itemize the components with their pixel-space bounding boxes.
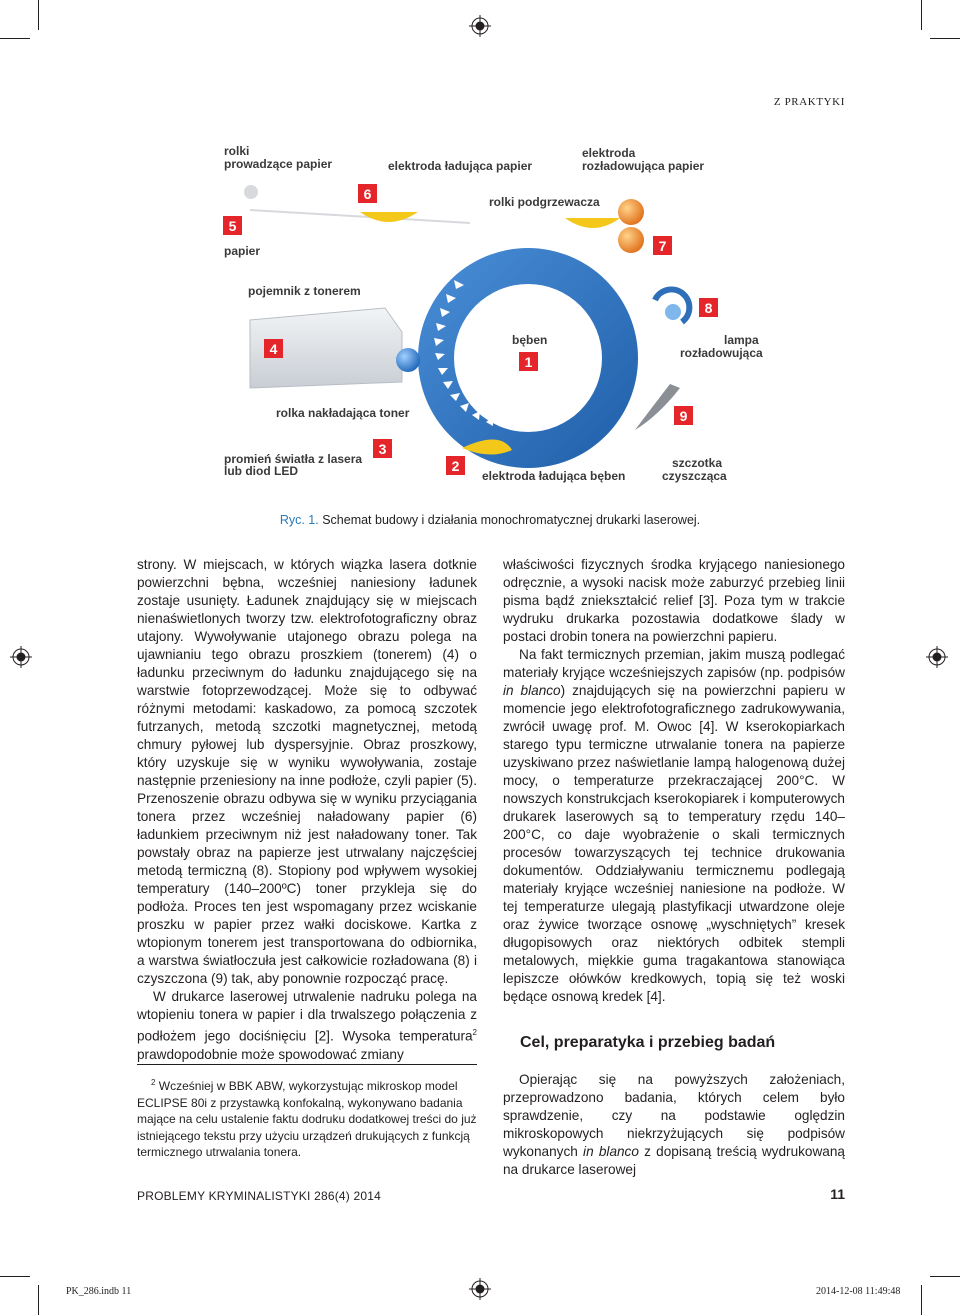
toner-roller xyxy=(396,348,420,372)
crop-mark xyxy=(930,1276,960,1277)
label-electrode-disch-1: elektroda xyxy=(582,146,636,160)
label-brush-1: szczotka xyxy=(672,456,723,470)
paper-path xyxy=(250,210,470,223)
badge-1 xyxy=(519,352,538,371)
crop-mark xyxy=(0,1276,30,1277)
registration-mark-icon xyxy=(469,15,491,37)
label-rolki-2: prowadzące papier xyxy=(224,157,333,171)
caption-label: Ryc. 1. xyxy=(279,513,319,527)
label-drum: bęben xyxy=(512,333,548,347)
heater-roller xyxy=(618,199,644,225)
badge-9 xyxy=(674,406,693,425)
registration-mark-icon xyxy=(469,1278,491,1300)
page-number: 11 xyxy=(830,1186,845,1202)
column-right-lower xyxy=(503,1071,845,1179)
paragraph: Opierając się na powyższych założeniach, przeprowadzono badania, których celem było sprawdzenie, czy na podstawie oględzin mikroskopowych niekrzyżujących się podpisów wykonanych in blanco z dopisaną treścią wydrukowaną na drukarce laserowej xyxy=(503,1072,845,1177)
label-brush-2: czyszcząca xyxy=(662,469,727,483)
registration-mark-icon xyxy=(926,646,948,668)
svg-text:2: 2 xyxy=(451,458,460,474)
column-right xyxy=(503,556,845,1006)
label-lamp-1: lampa xyxy=(724,333,759,347)
badge-4 xyxy=(264,339,283,358)
svg-text:9: 9 xyxy=(679,408,688,424)
crop-mark xyxy=(38,0,39,30)
label-heater: rolki podgrzewacza xyxy=(489,195,600,209)
label-laser-2: lub diod LED xyxy=(224,464,298,478)
crop-mark xyxy=(930,38,960,39)
svg-text:3: 3 xyxy=(378,441,387,457)
badge-7 xyxy=(653,236,672,255)
crop-mark xyxy=(921,1285,922,1315)
badge-2 xyxy=(446,456,465,475)
svg-text:1: 1 xyxy=(524,354,533,370)
svg-text:5: 5 xyxy=(228,218,237,234)
label-electrode-disch-2: rozładowująca papier xyxy=(582,159,705,173)
paper-electrode xyxy=(360,212,418,222)
crop-mark xyxy=(0,38,30,39)
section-heading: Cel, preparatyka i przebieg badań xyxy=(520,1034,776,1051)
slug-date: 2014-12-08 11:49:48 xyxy=(816,1286,901,1297)
registration-mark-icon xyxy=(10,646,32,668)
label-rolki: rolki xyxy=(224,144,250,158)
column-left xyxy=(137,556,477,1064)
badge-6 xyxy=(358,184,377,203)
label-electrode-paper: elektroda ładująca papier xyxy=(388,159,533,173)
slug-file: PK_286.indb 11 xyxy=(66,1286,132,1297)
paragraph: strony. W miejscach, w których wiązka lasera dotknie powierzchni bębna, wcześniej naniesiony ładunek zostaje usunięty. Ładunek znajdujący się w miejscach nienaświetlonych tworzy tzw. elektrofotograficzny obraz utajony. Wywoływanie utajonego obrazu polega na ujawnianiu tego obrazu proszkiem (tonerem) (4) o ładunku przeciwnym do ładunku znajdującego się na warstwie fotoprzewodzącej. Może się to odbywać różnymi metodami: kaskadowo, za pomocą szczotek futrzanych, metodą szczotki magnetycznej, metodą chmury pyłowej lub dyspersyjnie. Obraz proszkowy, który uzyskuje się w wyniku wywoływania, zostaje następnie przeniesiony na inne podłoże, czyli papier (5). Przenoszenie obrazu odbywa się w wyniku przyciągania tonera przez wcześniej naładowany papier (6) ładunkiem przeciwnym niż jest naładowany toner. Tak powstały obraz na papierze jest utrwalany najczęściej metodą termiczną (8). Stopiony pod wpływem wysokiej temperatury (140–200ºC) toner przykleja się do podłoża. Proces ten jest wspomagany przez wciskanie proszku w papier przez wałki dociskowe. Kartka z wtopionym tonerem jest transportowana do odbiornika, a warstwa światłoczuła jest całkowicie rozładowana (8) i czyszczona (9) tak, aby ponownie rozpocząć pracę. xyxy=(137,557,477,986)
footnote-rule xyxy=(137,1064,477,1065)
section-header: Z PRAKTYKI xyxy=(773,96,845,108)
guide-roller xyxy=(244,185,258,199)
badge-5 xyxy=(223,216,242,235)
paragraph: W drukarce laserowej utrwalenie nadruku polega na wtopieniu tonera w papier i dla trwalszego połączenia z podłożem jego dociśnięciu [2]. Wysoka temperatura$^2$ prawdopodobnie może spowodować zmiany xyxy=(137,989,477,1062)
paragraph: właściwości fizycznych środka kryjącego naniesionego odręcznie, a wysoki nacisk może zaburzyć przebieg linii pisma bądź zniekształcić relief [3]. Poza tym w trakcie wydruku drukarka pozostawia dodatkowe ślady w postaci drobin tonera na powierzchni papieru. xyxy=(503,557,845,644)
badge-8 xyxy=(699,298,718,317)
label-paper: papier xyxy=(224,244,261,258)
label-electrode-drum: elektroda ładująca bęben xyxy=(482,469,626,483)
svg-text:4: 4 xyxy=(269,341,278,357)
figure-caption xyxy=(260,513,720,527)
footnote: $^2$ Wcześniej w BBK ABW, wykorzystując mikroskop model ECLIPSE 80i z przystawką konfokalną, wykonywano badania mające na celu ustalenie faktu dodruku dodatkowej treści do już istniejącego tekstu przy użyciu urządzeń drukujących z funkcją termicznego utrwalania tonera. xyxy=(137,1078,477,1159)
svg-text:8: 8 xyxy=(704,300,713,316)
caption-text: Schemat budowy i działania monochromatycznej drukarki laserowej. xyxy=(322,513,701,527)
journal-footer: PROBLEMY KRYMINALISTYKI 286(4) 2014 xyxy=(137,1189,381,1203)
label-toner-box: pojemnik z tonerem xyxy=(248,284,361,298)
discharge-electrode xyxy=(565,218,620,228)
heater-roller xyxy=(618,227,644,253)
crop-mark xyxy=(921,0,922,30)
label-laser-1: promień światła z lasera xyxy=(224,452,363,466)
laser-printer-diagram xyxy=(210,130,770,500)
label-roller: rolka nakładająca toner xyxy=(276,406,410,420)
svg-text:7: 7 xyxy=(658,238,667,254)
cleaning-brush xyxy=(635,384,680,430)
badge-3 xyxy=(373,439,392,458)
paragraph: Na fakt termicznych przemian, jakim muszą podlegać materiały kryjące wcześniejszych zapisów (np. podpisów in blanco) znajdujących się na powierzchni papieru w momencie jego elektrofotograficznego zadrukowywania, zwrócił uwagę prof. M. Owoc [4]. W kserokopiarkach starego typu termiczne utrwalanie tonera na papierze uzyskiwano przez naświetlanie lampą halogenową dużej mocy, o temperaturze przekraczającej 200°C. W nowszych konstrukcjach kserokopiarek i komputerowych drukarek laserowych są to temperatury rzędu 140–200°C, co daje wyobrażenie o skali termicznych procesów towarzyszących tej technice drukowania dokumentów. Oddziaływaniu termicznemu podlegają materiały kryjące wcześniej naniesione na podłoże. W tej temperaturze ulegają plastyfikacji utwardzone oleje oraz żywice tworzące osnowę „wyschniętych” kresek długopisowych oraz niektórych odbitek stempli metalowych, miękkie guma tragakantowa stanowiąca lepiszcze ołówków kredkowych, topią się też woski będące osnową kredek [4]. xyxy=(503,647,845,1004)
label-lamp-2: rozładowująca xyxy=(680,346,763,360)
svg-text:6: 6 xyxy=(363,186,372,202)
crop-mark xyxy=(38,1285,39,1315)
